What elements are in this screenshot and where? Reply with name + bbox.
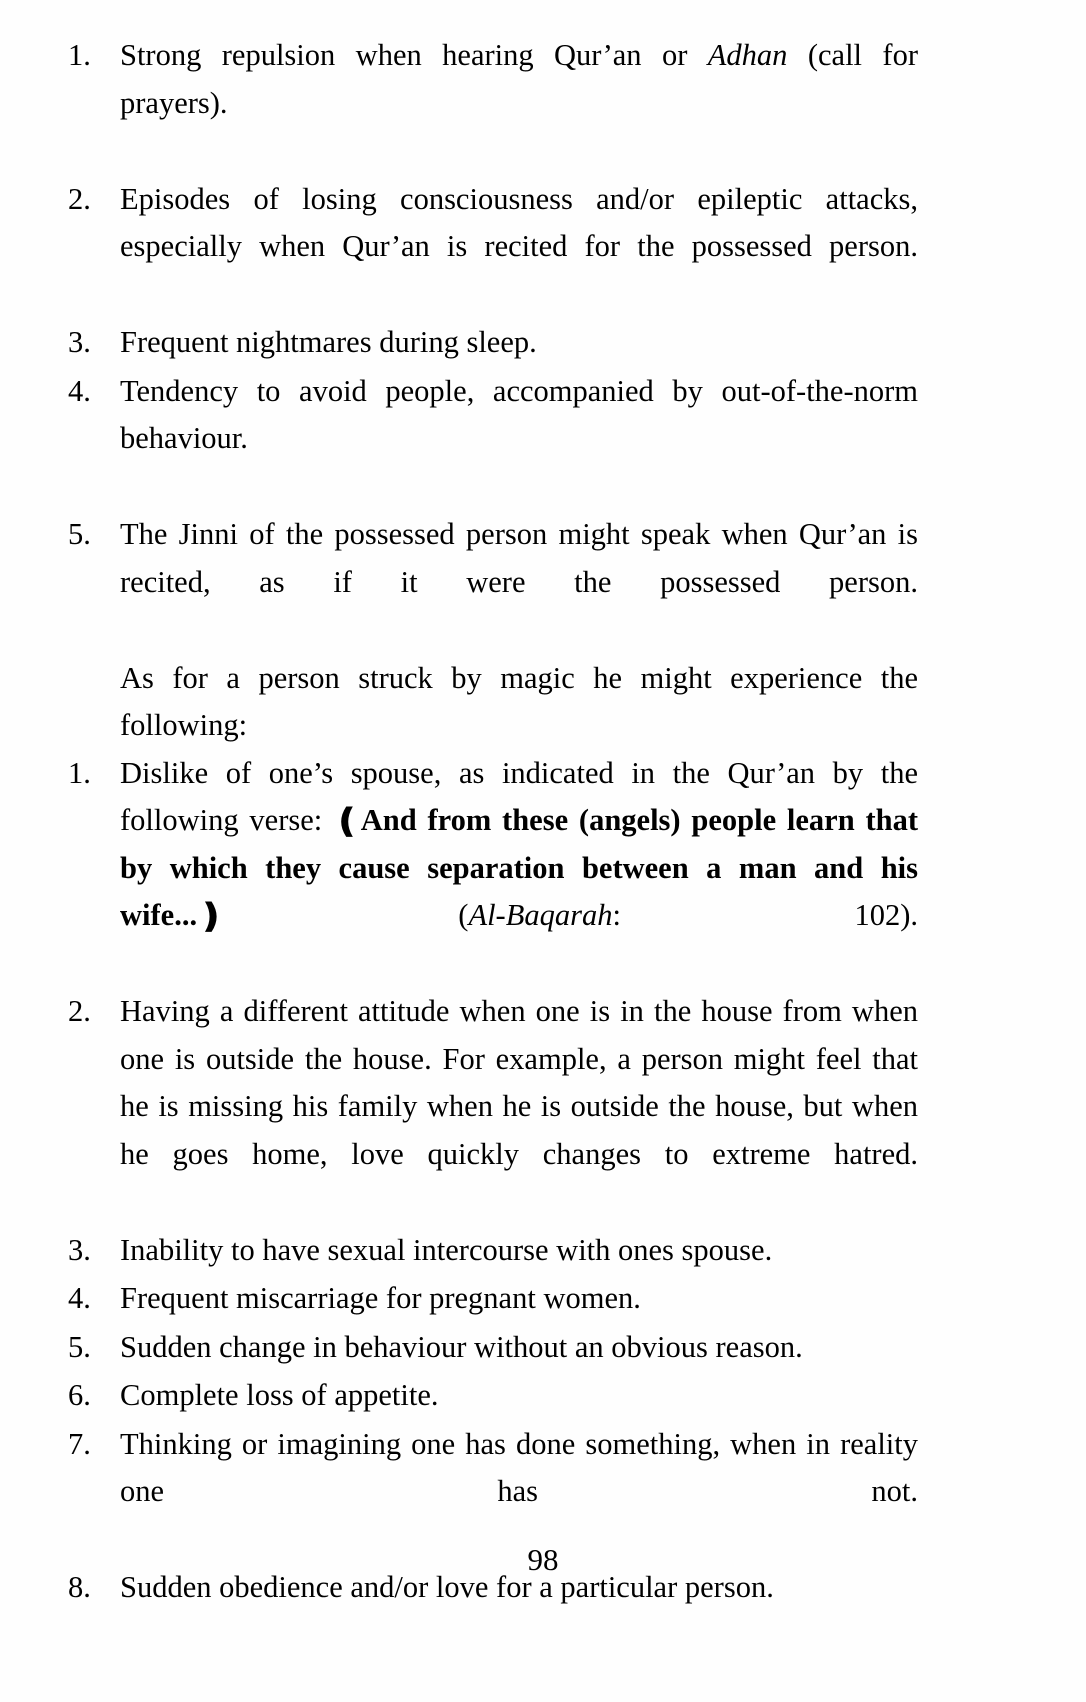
list-item xyxy=(68,1372,918,1420)
list-item-number: 1. xyxy=(68,755,91,790)
list-item-number: 2. xyxy=(68,181,91,216)
list-item-number: 5. xyxy=(68,1329,91,1364)
list-item-text: Complete loss of appetite. xyxy=(120,1378,439,1412)
list-item xyxy=(68,368,918,511)
list-item-text: Sudden obedience and/or love for a particular person. xyxy=(120,1570,774,1604)
list-item-text: Frequent nightmares during sleep. xyxy=(120,325,537,359)
list-item-number: 1. xyxy=(68,38,91,72)
list-item-text: Sudden change in behaviour without an obvious reason. xyxy=(120,1329,803,1364)
list-item-number: 6. xyxy=(68,1378,91,1412)
citation-open: ( xyxy=(224,898,469,932)
list-item xyxy=(68,176,918,319)
list-item-number: 5. xyxy=(68,517,91,551)
quote-close-bracket-icon: ❫ xyxy=(197,899,225,935)
italic-term: Adhan xyxy=(707,38,788,72)
list-item xyxy=(68,32,918,175)
list-item-text: Thinking or imagining one has done something, when in reality one has not. xyxy=(120,1426,918,1508)
list-item xyxy=(68,750,918,988)
possession-symptoms-list xyxy=(68,32,918,654)
list-item-text xyxy=(120,32,918,175)
text-fragment: Dislike of one’s spouse, as indicated in the Qur’an by the following verse: xyxy=(120,755,918,837)
list-item-number: 7. xyxy=(68,1426,91,1461)
citation-surah-name: Al-Baqarah xyxy=(468,898,613,932)
list-item-text: Inability to have sexual intercourse with ones spouse. xyxy=(120,1232,773,1267)
list-item xyxy=(68,1227,918,1275)
page-number: 98 xyxy=(527,1542,559,1577)
list-item-number: 2. xyxy=(68,994,91,1028)
list-item xyxy=(68,1275,918,1323)
list-item-text: Frequent miscarriage for pregnant women. xyxy=(120,1281,641,1315)
list-item xyxy=(68,511,918,654)
list-item-number: 4. xyxy=(68,373,91,408)
list-item-number: 4. xyxy=(68,1281,91,1315)
list-item-text: Tendency to avoid people, accompanied by out-of-the-norm behaviour. xyxy=(120,373,918,455)
list-item-number: 3. xyxy=(68,1232,91,1267)
citation-verse: : 102). xyxy=(612,898,918,932)
list-item-text: The Jinni of the possessed person might speak when Qur’an is recited, as if it were the possessed person. xyxy=(120,517,918,599)
list-item xyxy=(68,319,918,367)
transition-paragraph: As for a person struck by magic he might experience the following: xyxy=(120,660,918,742)
list-item-number: 8. xyxy=(68,1570,91,1604)
list-item-number: 3. xyxy=(68,325,91,359)
quran-quote: And from these (angels) people learn that by which they cause separation between a man and his wife... xyxy=(120,803,919,932)
list-item-text xyxy=(120,750,918,988)
page-content xyxy=(68,32,918,1613)
quote-open-bracket-icon: ❪ xyxy=(333,804,361,840)
list-item-text: Episodes of losing consciousness and/or epileptic attacks, especially when Qur’an is recited for the possessed person. xyxy=(120,181,918,263)
magic-symptoms-list xyxy=(68,750,918,1612)
text-fragment: (call for prayers). xyxy=(120,38,918,120)
list-item xyxy=(68,988,918,1226)
list-item xyxy=(68,1324,918,1372)
list-item-text: Having a different attitude when one is in the house from when one is outside the house. For example, a person might feel that he is missing his family when he is outside the house, but when he goes home, love quickly changes to extreme hatred. xyxy=(120,994,918,1171)
text-fragment: Strong repulsion when hearing Qur’an or xyxy=(120,38,708,72)
